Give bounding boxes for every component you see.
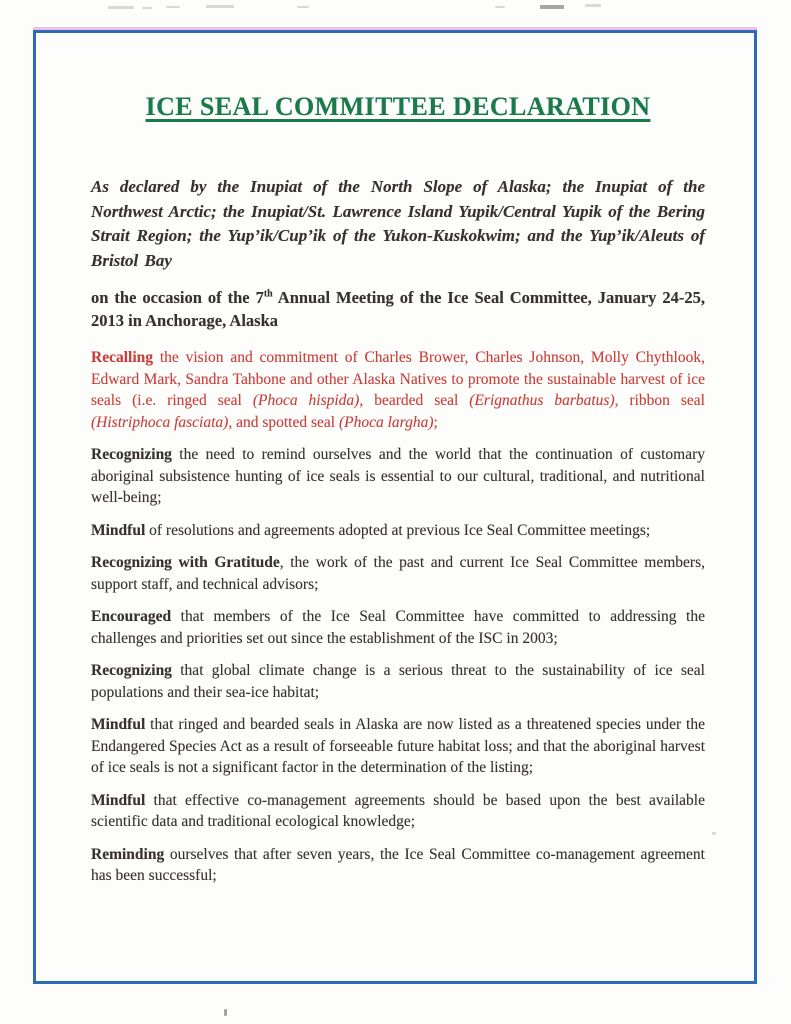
species-latin-name: (Histriphoca fasciata) (91, 413, 229, 431)
clause-text: that members of the Ice Seal Committee have committed to addressing the challenges and priorities set out since the establishment of the ISC in 2003; (91, 608, 705, 647)
declaration-preamble: As declared by the Inupiat of the North Slope of Alaska; the Inupiat of the Northwest Arctic; the Inupiat/St. Lawrence Island Yupik/Central Yupik of the Bering Strait Region; the Yup’ik/Cup’ik of the Yukon-Kuskokwim; and the Yup’ik/Aleuts of Bristol Bay (91, 177, 705, 270)
clause-text: ; (433, 413, 438, 431)
clause-lead: Recognizing (91, 446, 172, 463)
clause-lead: Recalling (91, 349, 153, 366)
clause-text: the need to remind ourselves and the world that the continuation of customary aboriginal subsistence hunting of ice seals is essential to our cultural, traditional, and nutritional well-being; (91, 446, 705, 506)
clause-lead: Reminding (91, 845, 165, 863)
clause-mindful-listing (91, 714, 705, 779)
clause-recalling (91, 347, 705, 433)
clause-encouraged (91, 606, 705, 649)
document-content (36, 33, 754, 981)
clause-mindful-resolutions (91, 520, 705, 542)
scan-artifact (224, 1009, 227, 1016)
occasion-text-post: Annual Meeting of the Ice Seal Committee, January 24-25, 2013 in Anchorage, Alaska (91, 288, 705, 330)
clause-recognizing-climate (91, 660, 705, 703)
scan-artifact (142, 7, 152, 9)
occasion-text-pre: on the occasion of the 7 (91, 288, 264, 307)
clause-mindful-comanagement (91, 790, 705, 833)
scan-artifact (540, 5, 564, 9)
clause-text: that ringed and bearded seals in Alaska are now listed as a threatened species under the Endangered Species Act as a result of forseeable future habitat loss; and that the aboriginal harvest of ice seals is not a significant factor in the determination of the listing; (91, 716, 705, 776)
clause-reminding (91, 844, 705, 887)
scan-artifact (108, 6, 134, 9)
scan-artifact (495, 6, 505, 8)
clause-text: that global climate change is a serious threat to the sustainability of ice seal populations and their sea-ice habitat; (91, 662, 705, 701)
species-latin-name: (Phoca hispida) (252, 392, 360, 409)
clause-recognizing-need (91, 444, 705, 509)
clause-text: , bearded seal (359, 392, 470, 409)
clause-lead: Recognizing with Gratitude (91, 554, 280, 571)
clause-text: , the work of the past and current Ice Seal Committee members, support staff, and technical advisors; (91, 554, 705, 593)
clause-text: , ribbon seal (614, 392, 705, 409)
clause-text: , and spotted seal (228, 413, 339, 431)
page-border-frame (33, 30, 757, 984)
clause-lead: Mindful (91, 521, 146, 539)
clause-lead: Mindful (91, 716, 146, 733)
document-title: ICE SEAL COMMITTEE DECLARATION (145, 92, 651, 121)
clause-lead: Mindful (91, 791, 146, 809)
ordinal-superscript: th (263, 288, 273, 300)
scan-artifact (166, 6, 180, 8)
occasion-line (91, 286, 705, 332)
clause-text: that effective co-management agreements should be based upon the best available scientific data and traditional ecological knowledge; (91, 791, 705, 830)
species-latin-name: (Erignathus barbatus) (469, 392, 615, 409)
clause-recognizing-gratitude (91, 552, 705, 595)
clause-text: ourselves that after seven years, the Ice Seal Committee co-management agreement has been successful; (91, 845, 705, 884)
clause-text: the vision and commitment of Charles Brower, Charles Johnson, Molly Chythlook, Edward Mark, Sandra Tahbone and other Alaska Natives to promote the sustainable harvest of ice seals (i.e. ringed seal (91, 349, 705, 409)
scan-artifact (585, 4, 601, 7)
clause-lead: Encouraged (91, 608, 172, 625)
species-latin-name: (Phoca largha) (338, 413, 434, 431)
clause-text: of resolutions and agreements adopted at previous Ice Seal Committee meetings; (145, 521, 651, 539)
scan-artifact (297, 6, 309, 8)
clause-lead: Recognizing (91, 662, 172, 679)
scan-artifact (206, 5, 234, 8)
